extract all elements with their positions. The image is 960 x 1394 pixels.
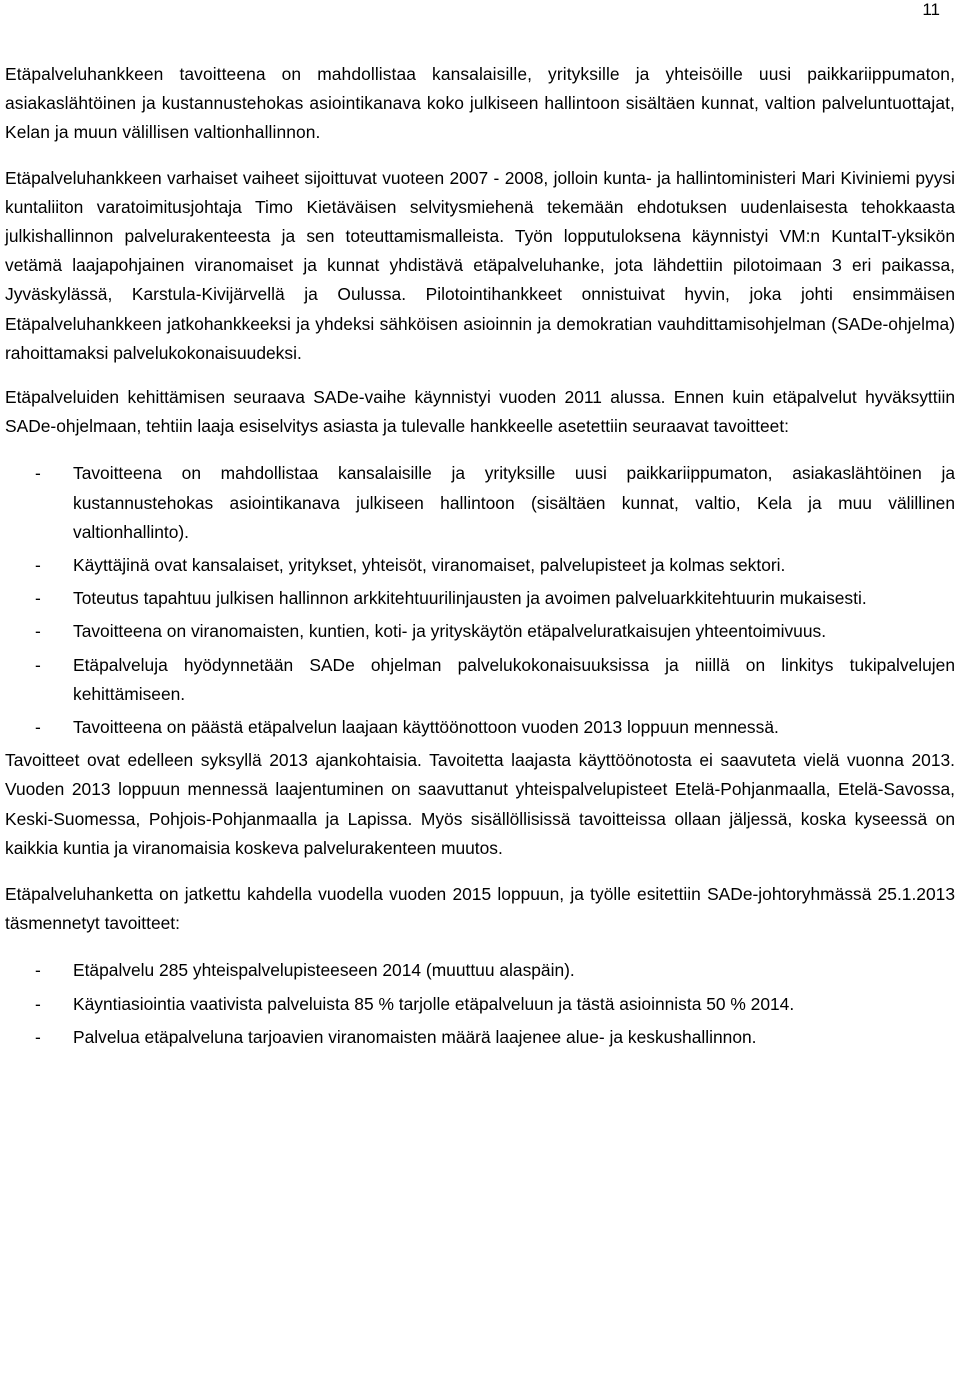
list-item-text: Etäpalveluja hyödynnetään SADe ohjelman palvelukokonaisuuksissa ja niillä on linkitys tukipalvelujen kehittämiseen. <box>73 654 955 704</box>
paragraph-intro: Etäpalveluhankkeen tavoitteena on mahdollistaa kansalaisille, yrityksille ja yhteisöille uusi paikkariippumaton, asiakaslähtöinen ja kustannustehokas asiointikanava koko julkiseen hallintoon sisältäen kunnat, valtion palveluntuottajat, Kelan ja muun välillisen valtionhallinnon. <box>5 64 955 143</box>
list-item <box>5 459 955 547</box>
list-item-text: Tavoitteena on päästä etäpalvelun laajaan käyttöönottoon vuoden 2013 loppuun mennessä. <box>73 717 779 738</box>
list-item <box>5 990 955 1019</box>
targets-list <box>5 956 955 1052</box>
list-item-text: Etäpalvelu 285 yhteispalvelupisteeseen 2014 (muuttuu alaspäin). <box>73 960 575 981</box>
document-body <box>5 60 955 1056</box>
dash-bullet: - <box>35 993 41 1014</box>
list-item <box>5 584 955 613</box>
list-item-text: Käyntiasiointia vaativista palveluista 85 % tarjolle etäpalveluun ja tästä asioinnista 50 % 2014. <box>73 993 795 1014</box>
list-item <box>5 956 955 985</box>
list-item-text: Toteutus tapahtuu julkisen hallinnon arkkitehtuurilinjausten ja avoimen palveluarkkitehtuurin mukaisesti. <box>73 588 867 609</box>
list-item <box>5 617 955 646</box>
dash-bullet: - <box>35 588 41 609</box>
paragraph-history: Etäpalveluhankkeen varhaiset vaiheet sijoittuvat vuoteen 2007 - 2008, jolloin kunta- ja hallintoministeri Mari Kiviniemi pyysi kuntaliiton varatoimitusjohtaja Timo Kietäväisen selvitysmiehenä tekemään ehdotuksen uudenlaisesta tehokkaasta julkishallinnon palvelurakenteesta ja sen toteuttamismalleista. Työn lopputuloksena käynnistyi VM:n KuntaIT-yksikön vetämä laajapohjainen viranomaiset ja kunnat yhdistävä etäpalveluhanke, jota lähdettiin pilotoimaan 3 eri paikassa, Jyväskylässä, Karstula-Kivijärvellä ja Oulussa. Pilotointihankkeet onnistuivat hyvin, joka johti ensimmäisen Etäpalveluhankkeen jatkohankkeeksi ja yhdeksi sähköisen asioinnin ja demokratian vauhdittamisohjelman (SADe-ohjelma) rahoittamaksi palvelukokonaisuudeksi. <box>5 167 955 363</box>
dash-bullet: - <box>35 717 41 738</box>
dash-bullet: - <box>35 621 41 642</box>
dash-bullet: - <box>35 1026 41 1047</box>
list-item-text: Käyttäjinä ovat kansalaiset, yritykset, yhteisöt, viranomaiset, palvelupisteet ja kolmas sektori. <box>73 555 786 576</box>
list-item-text: Tavoitteena on mahdollistaa kansalaisille ja yrityksille uusi paikkariippumaton, asiakaslähtöinen ja kustannustehokas asiointikanava julkiseen hallintoon (sisältäen kunnat, valtio, Kela ja muu välillinen valtionhallinto). <box>73 463 955 542</box>
list-item-text: Tavoitteena on viranomaisten, kuntien, koti- ja yrityskäytön etäpalveluratkaisujen yhteentoimivuus. <box>73 621 827 642</box>
list-item <box>5 551 955 580</box>
paragraph-sade: Etäpalveluiden kehittämisen seuraava SADe-vaihe käynnistyi vuoden 2011 alussa. Ennen kuin etäpalvelut hyväksyttiin SADe-ohjelmaan, tehtiin laaja esiselvitys asiasta ja tulevalle hankkeelle asetettiin seuraavat tavoitteet: <box>5 387 955 437</box>
paragraph-status: Tavoitteet ovat edelleen syksyllä 2013 ajankohtaisia. Tavoitetta laajasta käyttöönotosta ei saavuteta vielä vuonna 2013. Vuoden 2013 loppuun mennessä laajentuminen on saavuttanut yhteispalvelupisteet Etelä-Pohjanmaalla, Etelä-Savossa, Keski-Suomessa, Pohjois-Pohjanmaalla ja Lapissa. Myös sisällöllisissä tavoitteissa ollaan jäljessä, koska kyseessä on kaikkia kuntia ja viranomaisia koskeva palvelurakenteen muutos. <box>5 750 955 858</box>
list-item <box>5 713 955 742</box>
paragraph-extension: Etäpalveluhanketta on jatkettu kahdella vuodella vuoden 2015 loppuun, ja työlle esitettiin SADe-johtoryhmässä 25.1.2013 täsmennetyt tavoitteet: <box>5 884 955 934</box>
list-item <box>5 1023 955 1052</box>
dash-bullet: - <box>35 555 41 576</box>
list-item <box>5 651 955 709</box>
list-item-text: Palvelua etäpalveluna tarjoavien viranomaisten määrä laajenee alue- ja keskushallinnon. <box>73 1026 757 1047</box>
goals-list <box>5 459 955 742</box>
page-number: 11 <box>922 0 940 19</box>
dash-bullet: - <box>35 960 41 981</box>
dash-bullet: - <box>35 654 41 675</box>
dash-bullet: - <box>35 463 41 484</box>
